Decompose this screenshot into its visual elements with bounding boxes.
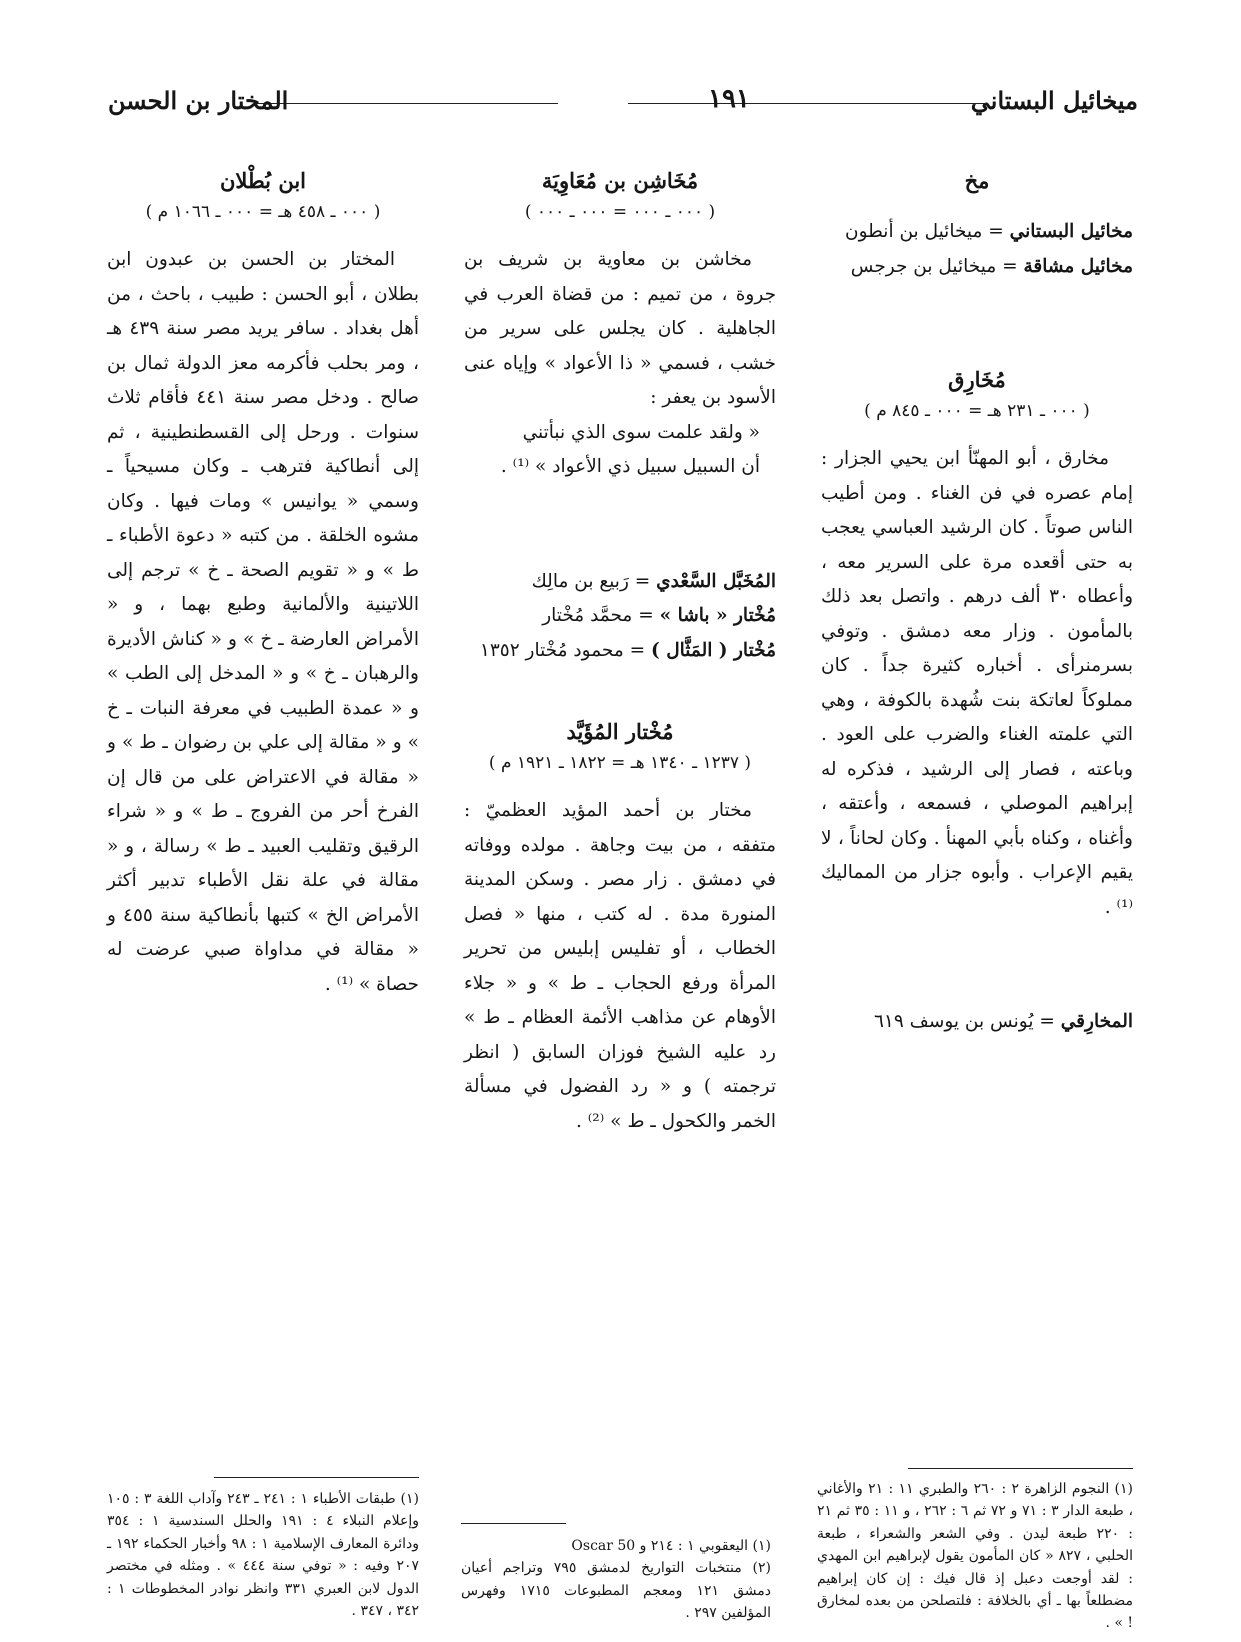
footnote-rule (908, 1468, 1133, 1469)
xref-target: = محمود مُخْتار ١٣٥٢ (479, 639, 646, 661)
entry-heading: مُخَاشِن بن مُعَاوِيَة (541, 168, 699, 193)
xref-name: المخارِقي (1060, 1011, 1133, 1032)
footnotes-left (107, 1488, 419, 1622)
entry-body: مختار بن أحمد المؤيد العظميّ : متفقه ، من بيت وجاهة . مولده ووفاته في دمشق . زار مصر . وسكن المدينة المنورة مدة . له كتب ، منها « فصل الخطاب ، أو تفليس إبليس من تحرير المرأة ورفع الحجاب ـ ط » و « جلاء الأوهام عن مذاهب الأئمة العظام ـ ط » رد عليه الشيخ فوزان السابق ( انظر ترجمته ) و « رد الفضول في مسألة الخمر والكحول ـ ط » ⁽²⁾ . (464, 800, 776, 1132)
footnote: (٢) منتخبات التواريخ لدمشق ٧٩٥ وتراجم أعيان دمشق ١٢١ ومعجم المطبوعات ١٧١٥ وفهرس المؤلفين ٢٩٧ . (461, 1560, 771, 1622)
xref-target: = ميخائيل بن جرجس (850, 255, 1018, 277)
spacer (821, 197, 1133, 215)
xref-target: = يُونس بن يوسف ٦١٩ (873, 1011, 1055, 1032)
footnote: (١) اليعقوبي ١ : ٢١٤ و Oscar 50 (571, 1538, 771, 1554)
entry-heading: ابن بُطْلان (220, 168, 306, 193)
entry-heading: مُخَارِق (948, 367, 1006, 392)
entry-body: المختار بن الحسن بن عبدون ابن بطلان ، أبو الحسن : طبيب ، باحث ، من أهل بغداد . سافر يريد مصر سنة ٤٣٩ هـ ، ومر بحلب فأكرمه معز الدولة ثمال بن صالح . ودخل مصر سنة ٤٤١ فأقام ثلاث سنوات . ورحل إلى القسطنطينية ، ثم إلى أنطاكية فترهب ـ وكان مسيحياً ـ وسمي « يوانيس » ومات فيها . وكان مشوه الخلقة . من كتبه « دعوة الأطباء ـ ط » و « تقويم الصحة ـ خ » ترجم إلى اللاتينية والألمانية وطبع بهما ، و « الأمراض العارضة ـ خ » و « كناش الأديرة والرهبان ـ خ » و « المدخل إلى الطب » و « عمدة الطبيب في معرفة النبات ـ خ » و « مقالة إلى علي بن رضوان ـ ط » و « مقالة في الاعتراض على من قال إن الفرخ أحر من الفروج ـ ط » و « شراء الرقيق وتقليب العبيد ـ ط » رسالة ، و « مقالة في علة نقل الأطباء تدبير أكثر الأمراض الخ » كتبها بأنطاكية سنة ٤٥٥ و « مقالة في مداواة صبي عرضت له حصاة » ⁽¹⁾ . (107, 249, 420, 995)
verse-line: « ولقد علمت سوى الذي نبأتني (522, 421, 760, 443)
footnote-rule (214, 1477, 419, 1478)
xref-name: مخائيل البستاني (1009, 221, 1133, 242)
xref-name: مخائيل مشاقة (1023, 255, 1133, 277)
cross-reference (821, 250, 1133, 285)
xref-name: مُخْتار « باشا » (659, 605, 776, 626)
page-number: ١٩١ (708, 84, 750, 114)
running-header (108, 86, 1138, 126)
footnote: (١) طبقات الأطباء ١ : ٢٤١ ـ ٢٤٣ وآداب اللغة ٣ : ١٠٥ وإعلام النبلاء ٤ : ١٩١ والحلل السندسية ١ : ٣٥٤ ودائرة المعارف الإسلامية ١ : ٩٨ وأخبار الحكماء ١٩٢ ـ ٢٠٧ وفيه : « توفي سنة ٤٤٤ » . ومثله في مختصر الدول لابن العبري ٣٣١ وانظر نوادر المخطوطات ١ : ٣٤٢ ، ٣٤٧ . (107, 1491, 419, 1620)
cross-reference (464, 634, 776, 669)
footnote-rule (461, 1523, 566, 1524)
cross-reference (464, 599, 776, 634)
entry-dates: ( ١٢٣٧ ـ ١٣٤٠ هـ = ١٨٢٢ ـ ١٩٢١ م ) (488, 753, 752, 773)
cross-reference (464, 565, 776, 600)
xref-name: مُخْتار ( المَثَّال ) (651, 639, 776, 661)
column-right (821, 165, 1133, 1040)
entry-heading: مُخْتار المُؤَيَّد (566, 719, 674, 744)
header-rule-right (628, 103, 988, 104)
footnote: (١) النجوم الزاهرة ٢ : ٢٦٠ والطبري ١١ : ٢١ والأغاني ، طبعة الدار ٣ : ٧١ و ٧٢ ثم ٦ : ٢٦٢ ، و ١١ : ٣٥ ثم ٢١ : ٢٢٠ طبعة ليدن . وفي الشعر والشعراء ، طبعة الحلبي ، ٨٢٧ « كان المأمون يقول لإبراهيم ابن المهدي : لقد أوجعت دعبل إذ قال فيك : إن كان إبراهيم مضطلعاً بها ـ أي بالخلافة : فلتصلحن من بعده لمخارق ! » . (817, 1481, 1134, 1632)
column-middle (464, 165, 776, 1139)
xref-target: = محمَّد مُخْتار (542, 605, 654, 626)
xref-target: = ميخائيل بن أنطون (844, 221, 1004, 242)
footnotes-right (817, 1478, 1133, 1635)
xref-target: = رَبيع بن مالِك (531, 570, 651, 592)
entry-dates: ( ٠٠٠ ـ ٠٠٠ = ٠٠٠ ـ ٠٠٠ ) (524, 202, 716, 222)
cross-reference (821, 1005, 1133, 1040)
verse-line: أن السبيل سبيل ذي الأعواد » ⁽¹⁾ . (500, 456, 760, 477)
header-right-title: ميخائيل البستاني (970, 86, 1138, 115)
header-left-title: المختار بن الحسن (108, 86, 289, 115)
spacer (821, 284, 1133, 364)
spacer (464, 668, 776, 716)
spacer (821, 925, 1133, 1005)
cross-reference (821, 215, 1133, 250)
entry-dates: ( ٠٠٠ ـ ٤٥٨ هـ = ٠٠٠ ـ ١٠٦٦ م ) (145, 202, 381, 222)
xref-name: المُخَبَّل السَّعْدي (656, 570, 776, 592)
entry-body: مخاشن بن معاوية بن شريف بن جروة ، من تميم : من قضاة العرب في الجاهلية . كان يجلس على سرير من خشب ، فسمي « ذا الأعواد » وإياه عنى الأسود بن يعفر : (464, 249, 776, 408)
entry-body: مخارق ، أبو المهنّأ ابن يحيي الجزار : إمام عصره في فن الغناء . ومن أطيب الناس صوتاً . كان الرشيد العباسي يعجب به حتى أقعده مرة على السرير معه ، وأعطاه ٣٠ ألف درهم . واتصل بعد ذلك بالمأمون . وزار معه دمشق . وتوفي بسرمنرأى . أخباره كثيرة جداً . كان مملوكاً لعاتكة بنت شُهدة بالكوفة ، وهي التي علمته الغناء والضرب على العود . وباعته ، فصار إلى الرشيد ، فذكره له إبراهيم الموصلي ، فسمعه ، وأعتقه ، وأغناه ، وكناه بأبي المهنأ . وكان لحاناً ، لا يقيم الإعراب . وأبوه جزار من المماليك ⁽¹⁾ . (821, 448, 1134, 918)
column-left (107, 165, 419, 1002)
header-rule-left (258, 103, 558, 104)
entry-dates: ( ٠٠٠ ـ ٢٣١ هـ = ٠٠٠ ـ ٨٤٥ م ) (864, 401, 1090, 421)
section-letter-heading: مخ (964, 168, 990, 193)
footnotes-middle (461, 1535, 771, 1625)
spacer (464, 485, 776, 565)
